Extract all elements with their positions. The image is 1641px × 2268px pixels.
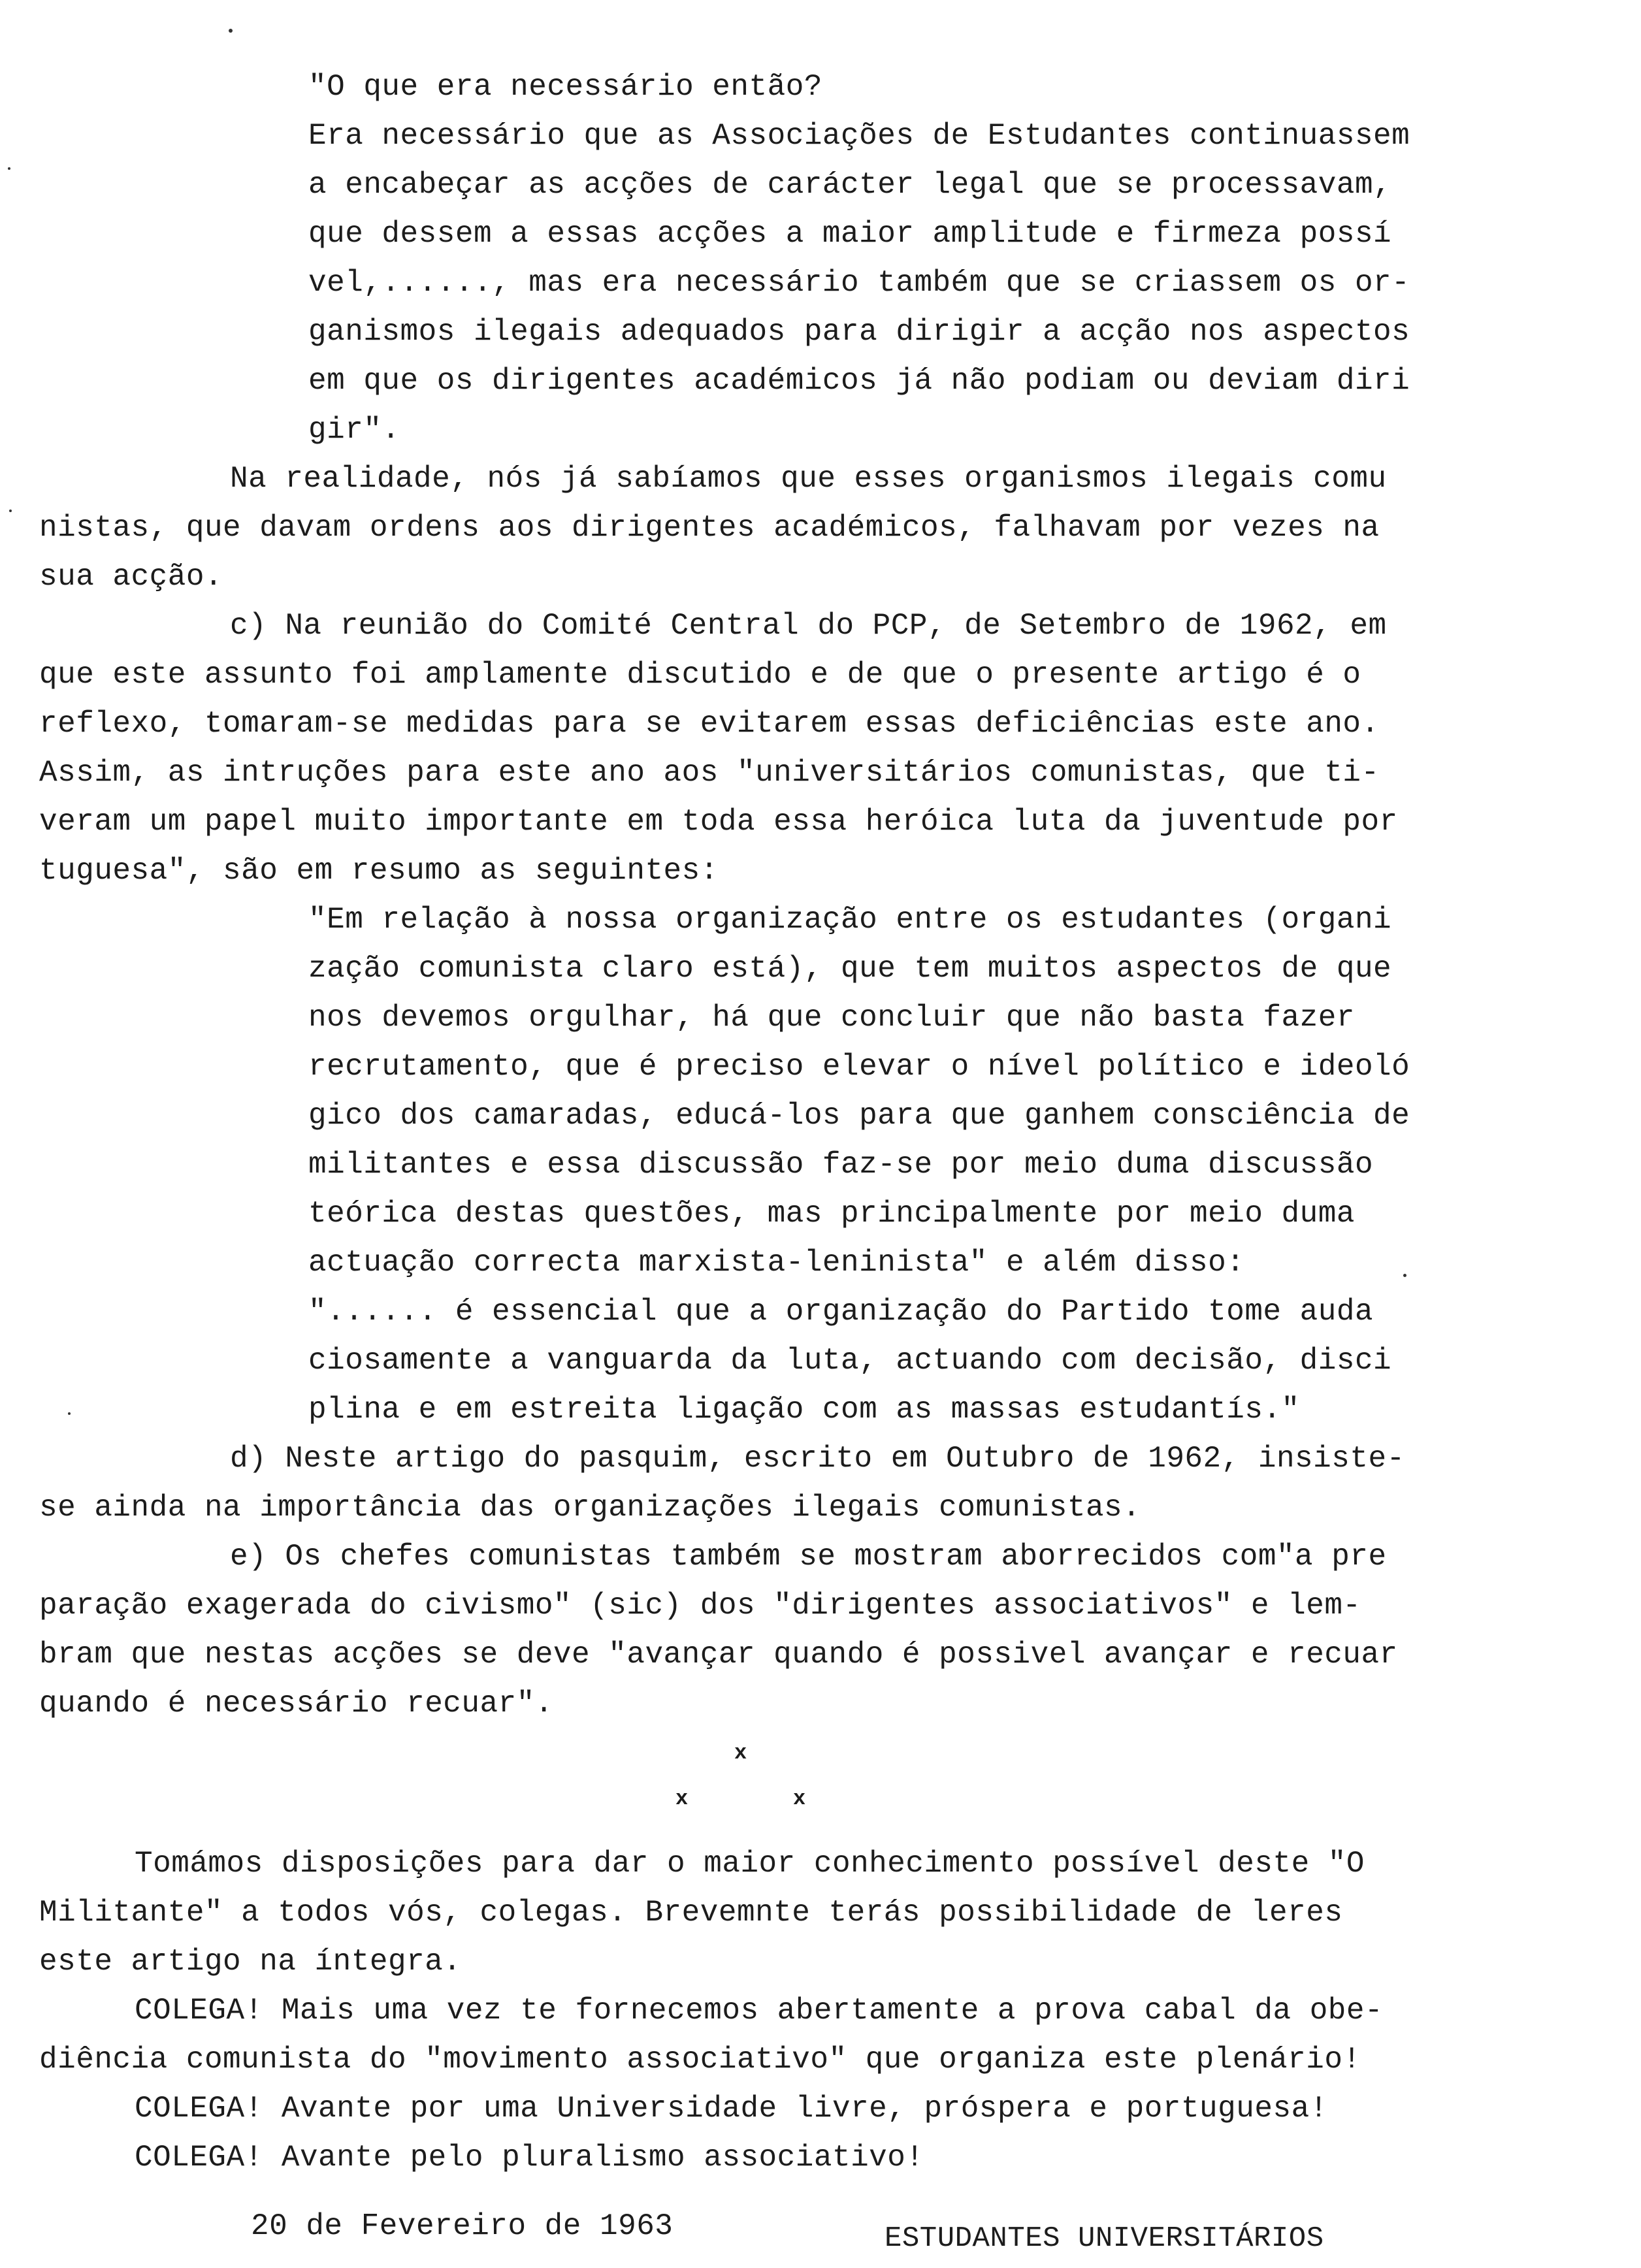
quote2-line: "Em relação à nossa organização entre os estudantes (organi bbox=[308, 903, 1392, 937]
paragraph-line: sua acção. bbox=[39, 560, 223, 594]
quote2-line: militantes e essa discussão faz-se por meio duma discussão bbox=[308, 1148, 1374, 1182]
separator-mark: x bbox=[793, 1787, 806, 1811]
paragraph-d-line: se ainda na importância das organizações ilegais comunistas. bbox=[39, 1491, 1141, 1525]
colega-line: diência comunista do "movimento associativo" que organiza este plenário! bbox=[39, 2043, 1361, 2077]
paragraph-d-line: d) Neste artigo do pasquim, escrito em Outubro de 1962, insiste- bbox=[230, 1442, 1405, 1476]
scan-speck bbox=[9, 510, 12, 512]
quote2-line: ciosamente a vanguarda da luta, actuando com decisão, disci bbox=[308, 1344, 1392, 1378]
quote1-line: Era necessário que as Associações de Estudantes continuassem bbox=[308, 119, 1410, 153]
quote2-line: nos devemos orgulhar, há que concluir que não basta fazer bbox=[308, 1001, 1355, 1035]
quote1-line: a encabeçar as acções de carácter legal que se processavam, bbox=[308, 168, 1392, 202]
closing-line: Militante" a todos vós, colegas. Brevemnte terás possibilidade de leres bbox=[39, 1896, 1343, 1930]
quote1-line: gir". bbox=[308, 413, 400, 447]
scan-speck bbox=[8, 167, 10, 170]
paragraph-e-line: e) Os chefes comunistas também se mostram aborrecidos com"a pre bbox=[230, 1540, 1387, 1574]
quote1-line: "O que era necessário então? bbox=[308, 70, 822, 104]
quote1-line: em que os dirigentes académicos já não podiam ou deviam diri bbox=[308, 364, 1410, 398]
footer-date: 20 de Fevereiro de 1963 bbox=[251, 2209, 674, 2243]
scan-speck bbox=[229, 29, 233, 33]
paragraph-c-line: reflexo, tomaram-se medidas para se evitarem essas deficiências este ano. bbox=[39, 707, 1380, 741]
quote2-line: recrutamento, que é preciso elevar o nível político e ideoló bbox=[308, 1050, 1410, 1084]
separator-mark: x bbox=[734, 1741, 747, 1765]
paragraph-c-line: c) Na reunião do Comité Central do PCP, de Setembro de 1962, em bbox=[230, 609, 1387, 643]
closing-line: Tomámos disposições para dar o maior conhecimento possível deste "O bbox=[135, 1847, 1365, 1881]
quote2-line: actuação correcta marxista-leninista" e além disso: bbox=[308, 1246, 1245, 1280]
quote2-line: "...... é essencial que a organização do Partido tome auda bbox=[308, 1295, 1374, 1329]
paragraph-c-line: que este assunto foi amplamente discutido e de que o presente artigo é o bbox=[39, 658, 1361, 692]
paragraph-c-line: tuguesa", são em resumo as seguintes: bbox=[39, 854, 719, 888]
quote2-line: gico dos camaradas, educá-los para que ganhem consciência de bbox=[308, 1099, 1410, 1133]
quote2-line: zação comunista claro está), que tem muitos aspectos de que bbox=[308, 952, 1392, 986]
colega-line: COLEGA! Avante pelo pluralismo associativo! bbox=[135, 2141, 924, 2175]
paragraph-line: Na realidade, nós já sabíamos que esses organismos ilegais comu bbox=[230, 462, 1387, 496]
paragraph-e-line: paração exagerada do civismo" (sic) dos "dirigentes associativos" e lem- bbox=[39, 1589, 1361, 1623]
paragraph-e-line: quando é necessário recuar". bbox=[39, 1687, 553, 1721]
quote2-line: teórica destas questões, mas principalmente por meio duma bbox=[308, 1197, 1355, 1231]
paragraph-e-line: bram que nestas acções se deve "avançar quando é possivel avançar e recuar bbox=[39, 1638, 1398, 1672]
quote1-line: ganismos ilegais adequados para dirigir a acção nos aspectos bbox=[308, 315, 1410, 349]
paragraph-c-line: veram um papel muito importante em toda essa heróica luta da juventude por bbox=[39, 805, 1398, 839]
footer-signature: ESTUDANTES UNIVERSITÁRIOS bbox=[885, 2222, 1324, 2255]
separator-mark: x bbox=[675, 1787, 689, 1811]
paragraph-line: nistas, que davam ordens aos dirigentes académicos, falhavam por vezes na bbox=[39, 511, 1380, 545]
colega-line: COLEGA! Mais uma vez te fornecemos abertamente a prova cabal da obe- bbox=[135, 1994, 1384, 2028]
quote1-line: que dessem a essas acções a maior amplitude e firmeza possí bbox=[308, 217, 1392, 251]
colega-line: COLEGA! Avante por uma Universidade livre, próspera e portuguesa! bbox=[135, 2092, 1328, 2126]
paragraph-c-line: Assim, as intruções para este ano aos "universitários comunistas, que ti- bbox=[39, 756, 1380, 790]
quote2-line: plina e em estreita ligação com as massas estudantís." bbox=[308, 1393, 1300, 1427]
closing-line: este artigo na íntegra. bbox=[39, 1945, 462, 1979]
scan-speck bbox=[1403, 1274, 1406, 1277]
quote1-line: vel,......, mas era necessário também que se criassem os or- bbox=[308, 266, 1410, 300]
scan-speck bbox=[68, 1412, 71, 1415]
